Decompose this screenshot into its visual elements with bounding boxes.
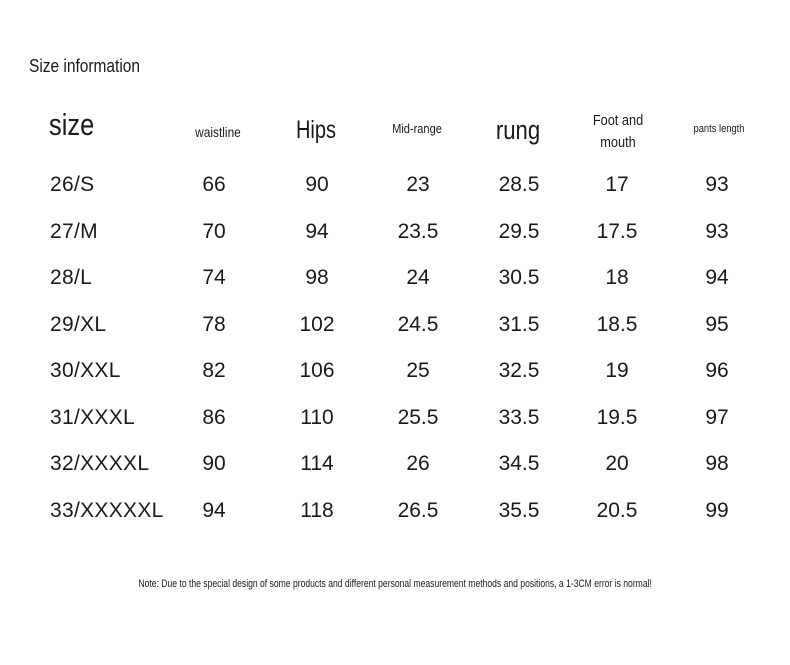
cell-waistline: 70	[202, 220, 226, 243]
cell-hips: 90	[305, 173, 329, 196]
cell-waistline: 90	[202, 452, 226, 475]
cell-mid-range: 26.5	[397, 499, 439, 522]
cell-rung: 31.5	[498, 313, 540, 336]
header-mid-range: Mid-range	[392, 121, 442, 136]
cell-size: 27/M	[50, 220, 98, 243]
cell-mid-range: 24	[406, 266, 430, 289]
cell-pants-length: 93	[705, 173, 729, 196]
cell-foot-and-mouth: 17	[605, 173, 629, 196]
disclaimer-text: Note: Due to the special design of some products and different personal measurement methods and positions, a 1-3CM error is normal!	[138, 578, 652, 590]
header-hips: Hips	[295, 116, 336, 144]
cell-size: 29/XL	[50, 313, 107, 336]
cell-rung: 34.5	[498, 452, 540, 475]
header-foot-line2: mouth	[600, 134, 636, 151]
cell-foot-and-mouth: 19	[605, 359, 629, 382]
cell-waistline: 94	[202, 499, 226, 522]
header-rung: rung	[495, 115, 541, 145]
table-row	[0, 263, 790, 293]
cell-hips: 102	[299, 313, 335, 336]
cell-mid-range: 25	[406, 359, 430, 382]
cell-pants-length: 95	[705, 313, 729, 336]
header-waistline: waistline	[195, 124, 241, 140]
cell-waistline: 86	[202, 406, 226, 429]
table-row	[0, 403, 790, 433]
cell-mid-range: 23.5	[397, 220, 439, 243]
page-title: Size information	[29, 56, 140, 76]
cell-size: 32/XXXXL	[50, 452, 150, 475]
table-row	[0, 310, 790, 340]
cell-foot-and-mouth: 18	[605, 266, 629, 289]
cell-rung: 33.5	[498, 406, 540, 429]
table-row	[0, 356, 790, 386]
cell-waistline: 66	[202, 173, 226, 196]
table-row	[0, 496, 790, 526]
header-foot-and-mouth	[584, 110, 652, 154]
table-row	[0, 449, 790, 479]
cell-size: 28/L	[50, 266, 93, 289]
cell-rung: 29.5	[498, 220, 540, 243]
cell-pants-length: 99	[705, 499, 729, 522]
cell-hips: 114	[300, 452, 334, 475]
table-row	[0, 217, 790, 247]
disclaimer-note	[0, 578, 790, 590]
cell-foot-and-mouth: 20	[605, 452, 629, 475]
cell-hips: 110	[300, 406, 334, 429]
cell-rung: 35.5	[498, 499, 540, 522]
cell-waistline: 82	[202, 359, 226, 382]
cell-pants-length: 96	[705, 359, 729, 382]
cell-size: 26/S	[50, 173, 95, 196]
cell-foot-and-mouth: 17.5	[596, 220, 638, 243]
cell-pants-length: 98	[705, 452, 729, 475]
cell-rung: 28.5	[498, 173, 540, 196]
cell-rung: 30.5	[498, 266, 540, 289]
cell-hips: 98	[305, 266, 329, 289]
cell-size: 33/XXXXXL	[50, 499, 164, 522]
cell-foot-and-mouth: 19.5	[596, 406, 638, 429]
cell-waistline: 74	[202, 266, 226, 289]
cell-pants-length: 93	[705, 220, 729, 243]
cell-mid-range: 26	[406, 452, 430, 475]
cell-mid-range: 25.5	[397, 406, 439, 429]
header-pants-length: pants length	[693, 123, 745, 135]
cell-pants-length: 97	[705, 406, 729, 429]
cell-mid-range: 23	[406, 173, 430, 196]
cell-hips: 118	[300, 499, 334, 522]
cell-hips: 94	[305, 220, 329, 243]
cell-foot-and-mouth: 20.5	[596, 499, 638, 522]
header-foot-line1: Foot and	[592, 112, 644, 129]
table-row	[0, 170, 790, 200]
cell-mid-range: 24.5	[397, 313, 439, 336]
cell-size: 31/XXXL	[50, 406, 135, 429]
cell-hips: 106	[299, 359, 335, 382]
cell-pants-length: 94	[705, 266, 729, 289]
cell-waistline: 78	[202, 313, 226, 336]
cell-foot-and-mouth: 18.5	[596, 313, 638, 336]
cell-size: 30/XXL	[50, 359, 121, 382]
cell-rung: 32.5	[498, 359, 540, 382]
header-size: size	[49, 107, 95, 142]
